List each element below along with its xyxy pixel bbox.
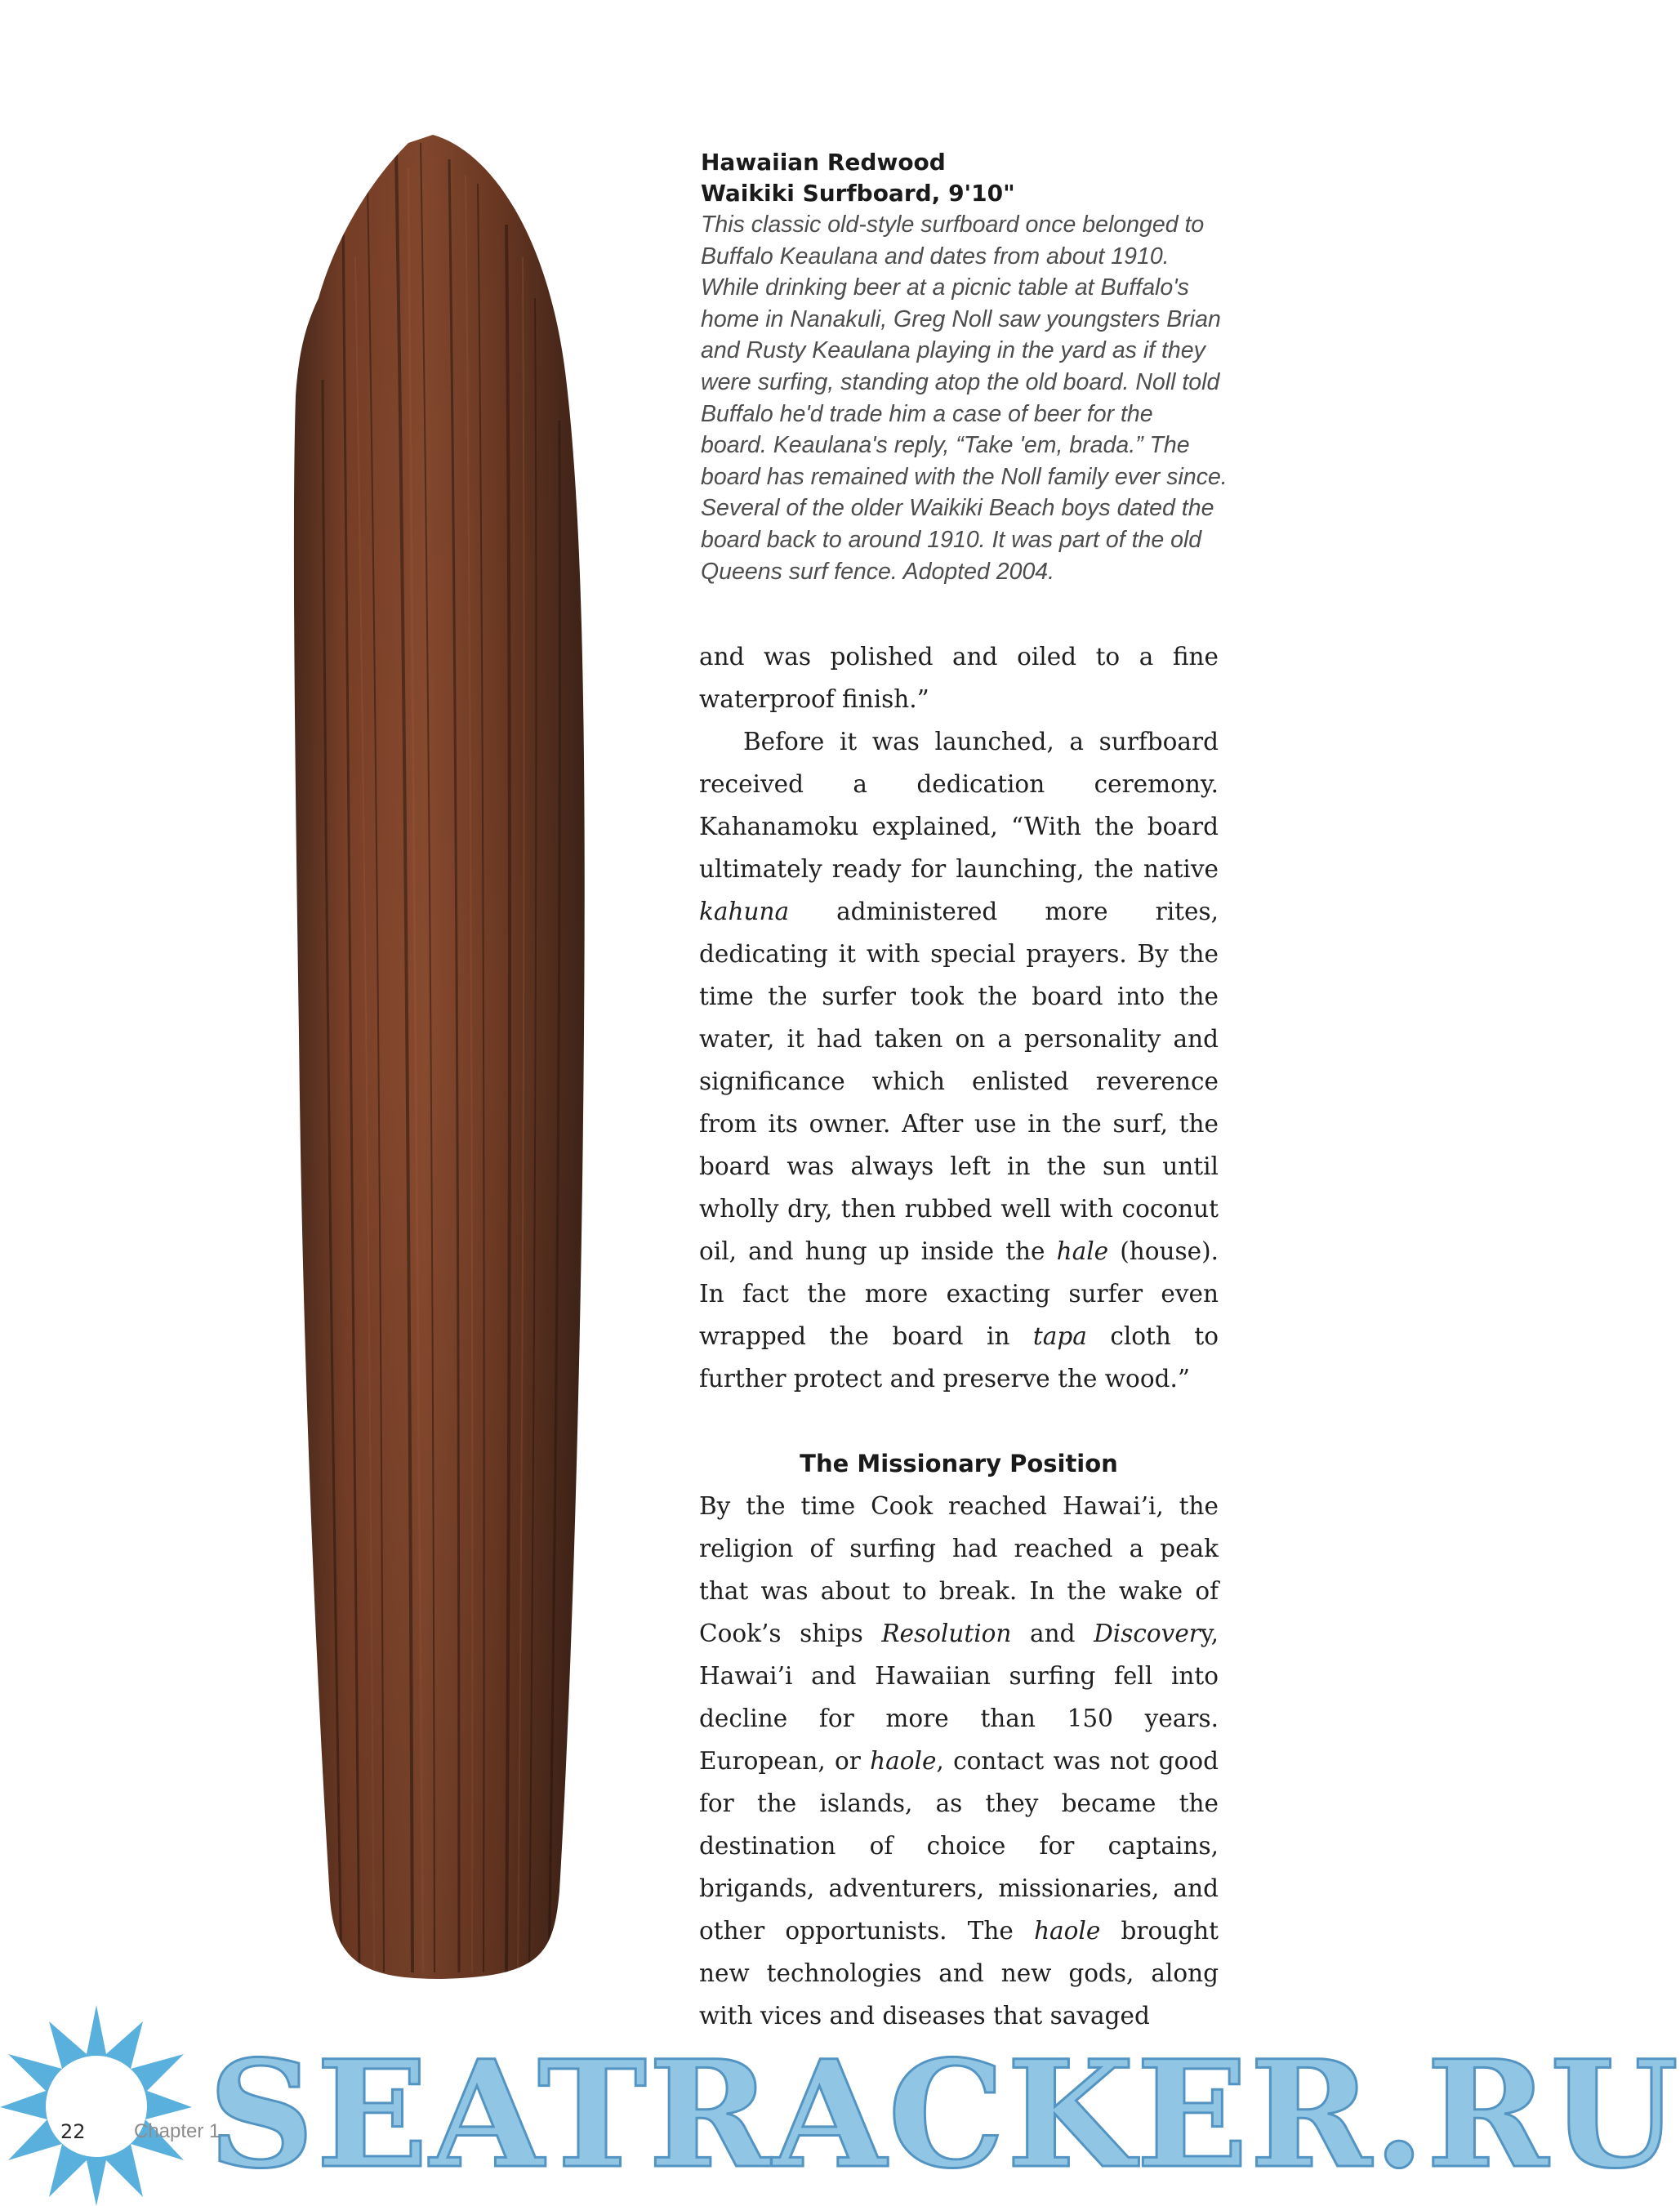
- surfboard-photo: [245, 135, 592, 1981]
- paragraph-3: [699, 1485, 1219, 2037]
- paragraph-3-text-d: , contact was not good for the islands, as they became the destination of choice for captains, brigands, adventurers, missionaries, and other opportunists. The: [699, 1747, 1219, 1945]
- paragraph-1-text: and was polished and oiled to a fine waterproof finish.”: [699, 643, 1219, 713]
- paragraph-1: [699, 635, 1219, 720]
- caption-line: While drinking beer at a picnic table at Buffalo's: [701, 274, 1189, 301]
- ship-resolution: Resolution: [881, 1620, 1012, 1647]
- caption-line: Queens surf fence. Adopted 2004.: [701, 558, 1055, 585]
- paragraph-3-text-a: By the time Cook reached Hawai’i, the religion of surfing had reached a peak that was about to break. In the wake of Cook’s ships: [699, 1492, 1219, 1647]
- paragraph-2-text-d: cloth to further protect and preserve the wood.”: [699, 1322, 1219, 1393]
- page-number: 22: [60, 2120, 86, 2143]
- caption-title-line-2: Waikiki Surfboard, 9'10": [701, 180, 1015, 207]
- term-tapa: tapa: [1032, 1322, 1087, 1350]
- article-body: [699, 635, 1219, 2037]
- caption-line: This classic old-style surfboard once belonged to: [701, 212, 1205, 238]
- caption-line: board. Keaulana's reply, “Take 'em, brada.” The: [701, 432, 1190, 459]
- caption-line: Buffalo he'd trade him a case of beer for the: [701, 400, 1153, 427]
- section-heading: The Missionary Position: [800, 1450, 1118, 1477]
- caption-line: board has remained with the Noll family ever since.: [701, 463, 1228, 490]
- caption-line: Several of the older Waikiki Beach boys dated the: [701, 495, 1214, 522]
- sunburst-logo-icon: [0, 2005, 192, 2206]
- paragraph-3-text-e: brought new technologies and new gods, along with vices and diseases that savaged: [699, 1917, 1219, 2030]
- caption-line: home in Nanakuli, Greg Noll saw youngsters Brian: [701, 305, 1221, 332]
- photo-caption: [701, 147, 1232, 587]
- ship-discovery: Discover: [1094, 1620, 1201, 1647]
- sunburst-icon: [0, 2005, 192, 2206]
- paragraph-3-text-c: y, Hawai’i and Hawaiian surfing fell into decline for more than 150 years. European, or: [699, 1620, 1219, 1775]
- paragraph-2-text-b: administered more rites, dedicating it with special prayers. By the time the surfer took the board into the water, it had taken on a personality and significance which enlisted reverence from its owner. After use in the surf, the board was always left in the sun until wholly dry, then rubbed well with coconut oil, and hung up inside the: [699, 898, 1219, 1265]
- term-kahuna: kahuna: [699, 898, 790, 925]
- caption-title-line-1: Hawaiian Redwood: [701, 149, 946, 176]
- caption-line: and Rusty Keaulana playing in the yard as if they: [701, 337, 1205, 364]
- paragraph-2-text-c: (house). In fact the more exacting surfer even wrapped the board in: [699, 1237, 1219, 1350]
- caption-line: were surfing, standing atop the old board. Noll told: [701, 368, 1220, 395]
- paragraph-3-text-b: and: [1011, 1620, 1094, 1647]
- term-hale: hale: [1056, 1237, 1109, 1265]
- term-haole-2: haole: [1034, 1917, 1101, 1945]
- caption-line: board back to around 1910. It was part of the old: [701, 526, 1202, 553]
- surfboard-image: [245, 135, 592, 1981]
- chapter-label: Chapter 1: [134, 2120, 221, 2142]
- paragraph-2-text-a: Before it was launched, a surfboard received a dedication ceremony. Kahanamoku explained, “With the board ultimately ready for launching, the native: [699, 728, 1219, 883]
- paragraph-2: [699, 720, 1219, 1400]
- site-watermark: SEATRACKER.RU: [208, 2029, 1680, 2201]
- term-haole-1: haole: [870, 1747, 937, 1775]
- caption-line: Buffalo Keaulana and dates from about 1910.: [701, 243, 1170, 270]
